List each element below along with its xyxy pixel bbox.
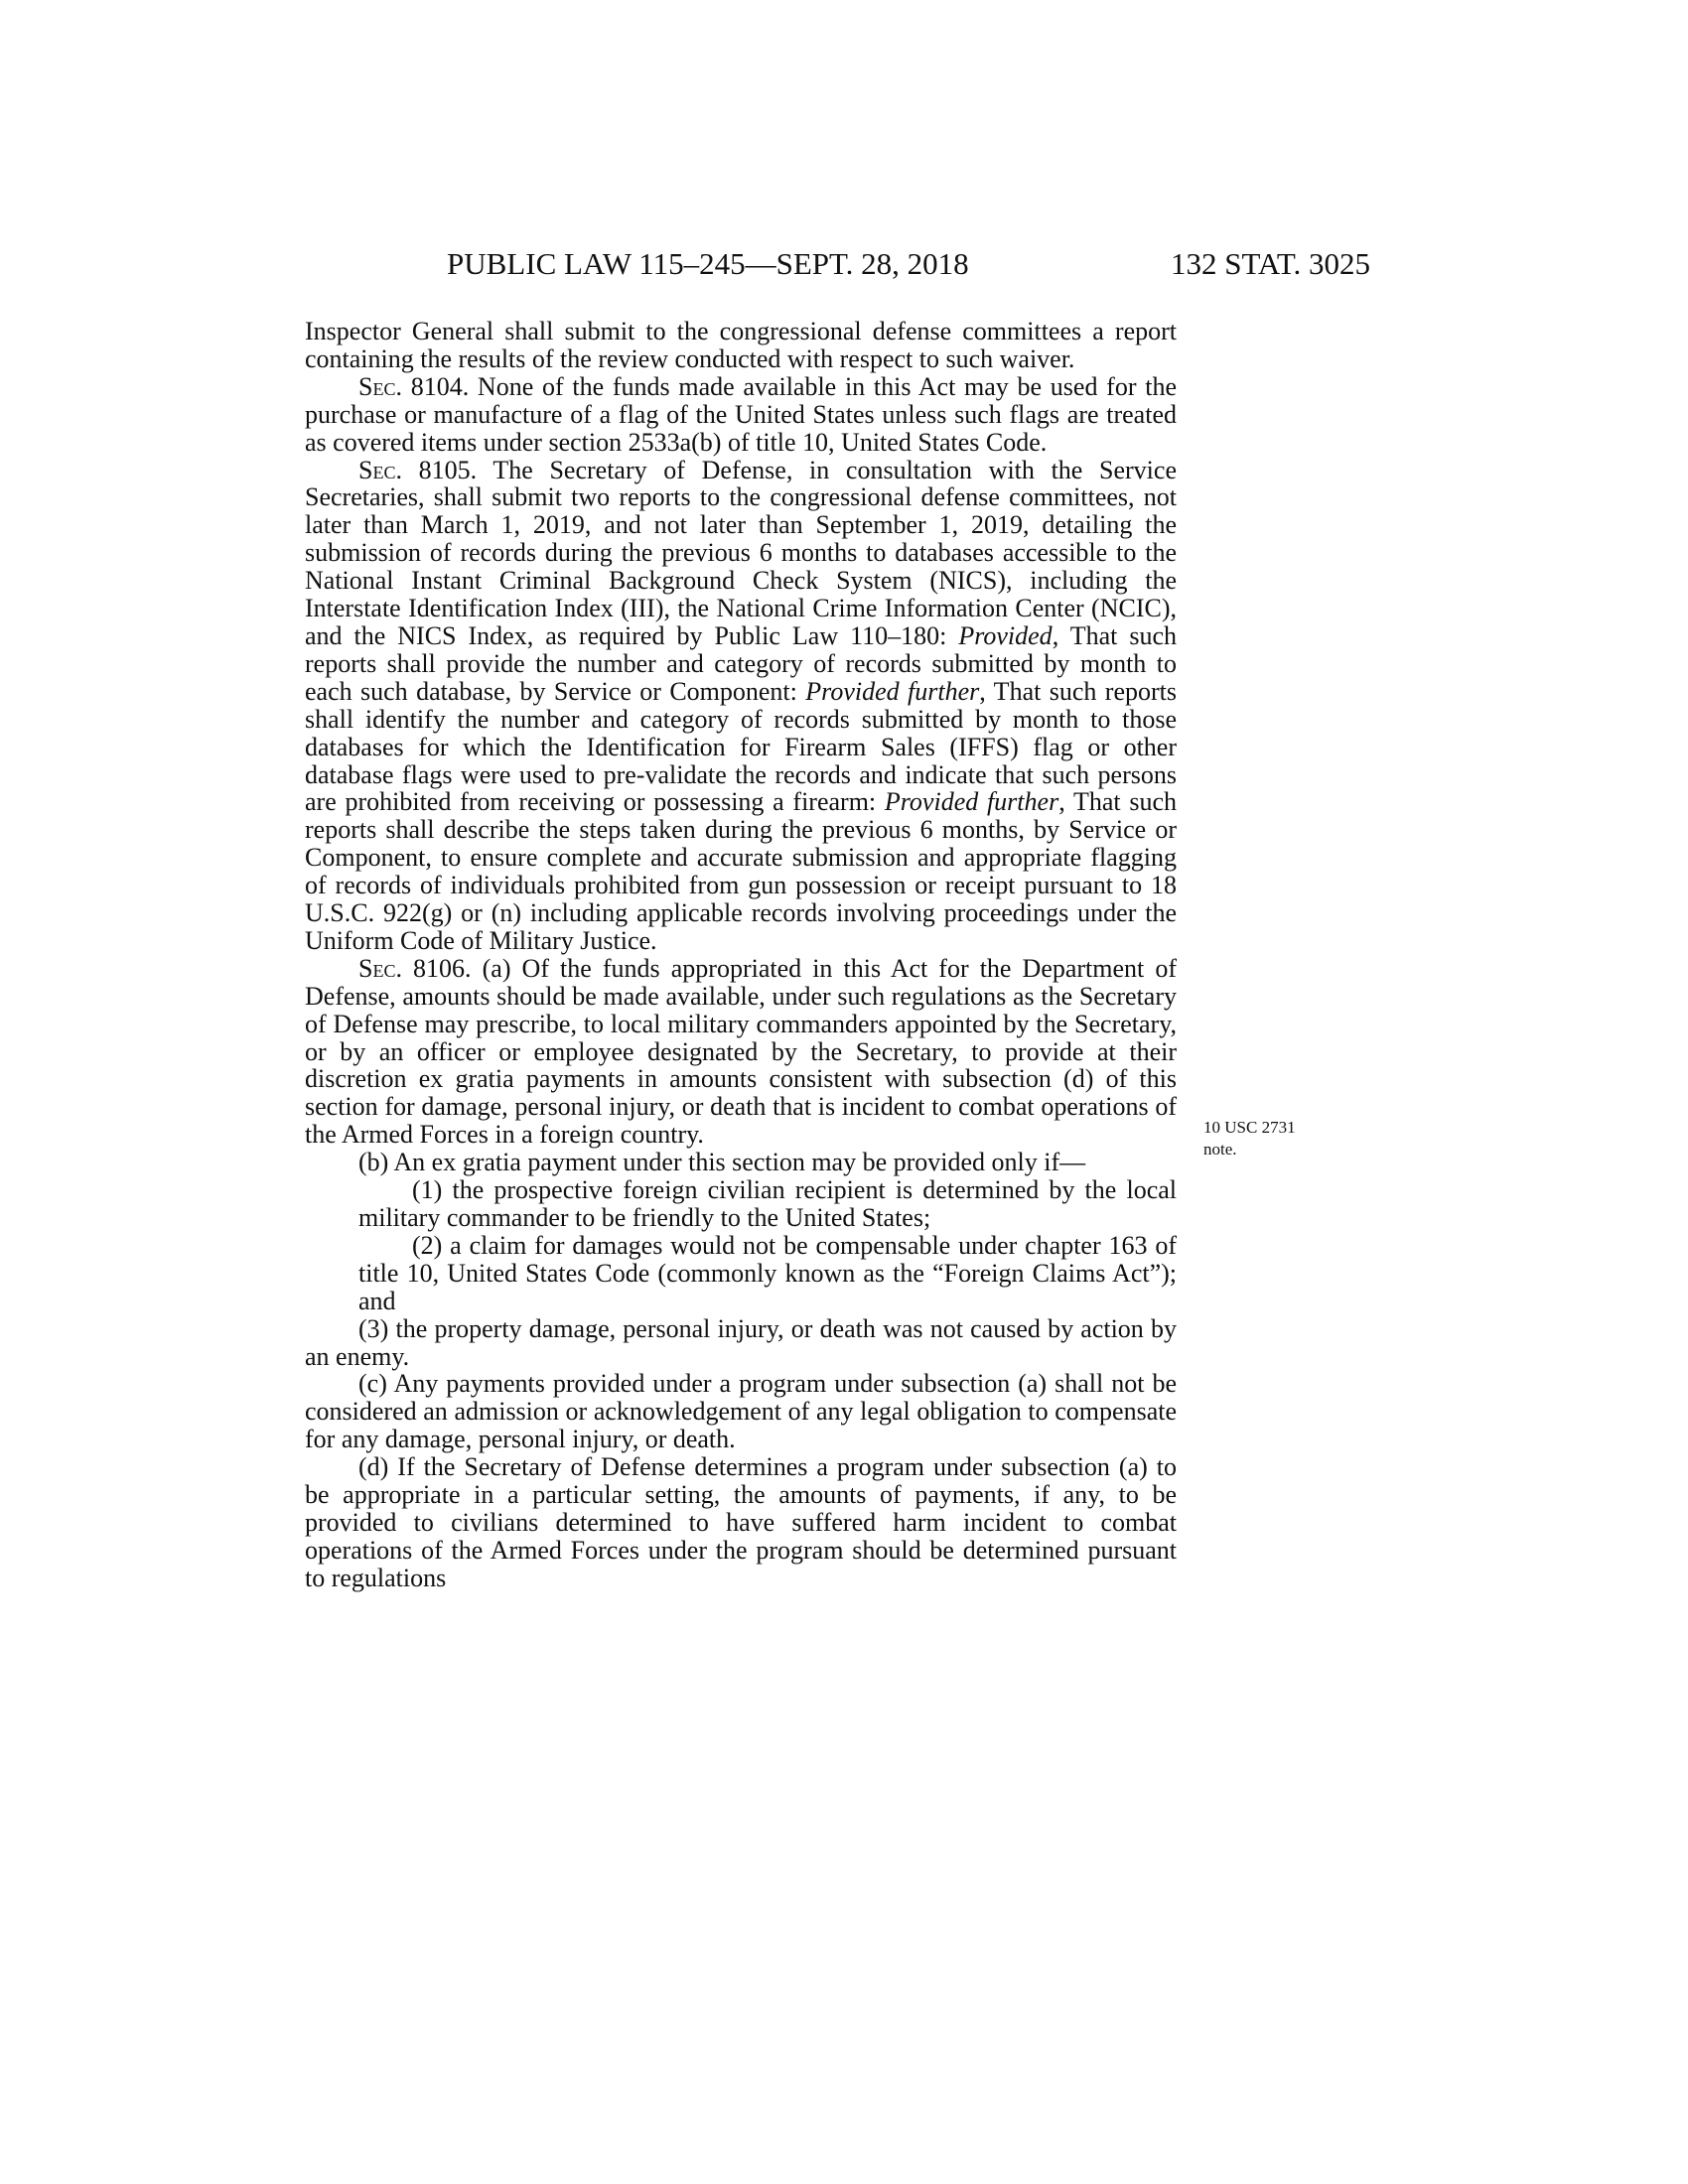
section-8105-text-1: . 8105. The Secretary of Defense, in consultation with the Service Secretaries, shall submit two reports to the congressional defense committees, not later than March 1, 2019, and not later than September 1, 2019, detailing the submission of records during the previous 6 months to databases accessible to the National Instant Criminal Background Check System (NICS), including the Interstate Identification Index (III), the National Crime Information Center (NCIC), and the NICS Index, as required by Public Law 110–180: [305,455,1177,650]
margin-note [1203,1117,1352,1160]
proviso-provided-further-2: Provided further [884,787,1059,817]
section-8104-text: . 8104. None of the funds made available in this Act may be used for the purchase or manufacture of a flag of the United States unless such flags are treated as covered items under section 2533a(b) of title 10, United States Code. [305,371,1177,457]
section-8105 [305,457,1177,955]
section-8105-text-2: , That such reports shall provide the number and category of records submitted by month to each such database, by Service or Component: [305,620,1178,706]
paragraph-continuation: Inspector General shall submit to the congressional defense committees a report containing the results of the review conducted with respect to such waiver. [305,317,1177,373]
section-8106-text: . 8106. (a) Of the funds appropriated in this Act for the Department of Defense, amounts should be made available, under such regulations as the Secretary of Defense may prescribe, to local military commanders appointed by the Secretary, or by an officer or employee designated by the Secretary, to provide at their discretion ex gratia payments in amounts consistent with subsection (d) of this section for damage, personal injury, or death that is incident to combat operations of the Armed Forces in a foreign country. [305,953,1177,1150]
margin-note-citation: 10 USC 2731 [1203,1118,1296,1137]
paragraph-3: (3) the property damage, personal injury, or death was not caused by action by an enemy. [305,1313,1177,1371]
proviso-provided: Provided [958,620,1053,650]
section-label: Sec [358,953,396,983]
section-8105-text-4: , That such reports shall describe the steps taken during the previous 6 months, by Service or Component, to ensure complete and accurate submission and appropriate flagging of records of individuals prohibited from gun possession or receipt pursuant to 18 U.S.C. 922(g) or (n) including applicable records involving proceedings under the Uniform Code of Military Justice. [305,787,1177,955]
subsection-c: (c) Any payments provided under a program under subsection (a) shall not be considered an admission or acknowledgement of any legal obligation to compensate for any damage, personal injury, or death. [305,1369,1177,1454]
margin-note-suffix: note. [1203,1140,1237,1159]
section-8104 [305,373,1177,457]
paragraph-1: (1) the prospective foreign civilian recipient is determined by the local military commander to be friendly to the United States; [358,1175,1177,1232]
section-label: Sec [358,371,396,401]
proviso-provided-further-1: Provided further [805,676,980,706]
page-header [298,246,1370,290]
subsection-d: (d) If the Secretary of Defense determines a program under subsection (a) to be appropriate in a particular setting, the amounts of payments, if any, to be provided to civilians determined to have suffered harm incident to combat operations of the Armed Forces under the program should be determined pursuant to regulations [305,1452,1177,1592]
body-text [305,318,1177,1592]
subsection-b: (b) An ex gratia payment under this section may be provided only if— [358,1148,1086,1177]
section-label: Sec [358,455,396,484]
section-8106 [305,955,1177,1149]
running-head-title: PUBLIC LAW 115–245—SEPT. 28, 2018 [447,246,969,281]
paragraph-2: (2) a claim for damages would not be compensable under chapter 163 of title 10, United States Code (commonly known as the “Foreign Claims Act”); and [358,1230,1177,1315]
section-8105-text-3: , That such reports shall identify the number and category of records submitted by month to those databases for which the Identification for Firearm Sales (IFFS) flag or other database flags were used to pre-validate the records and indicate that such persons are prohibited from receiving or possessing a firearm: [305,676,1177,817]
statute-page-number: 132 STAT. 3025 [1170,246,1370,281]
